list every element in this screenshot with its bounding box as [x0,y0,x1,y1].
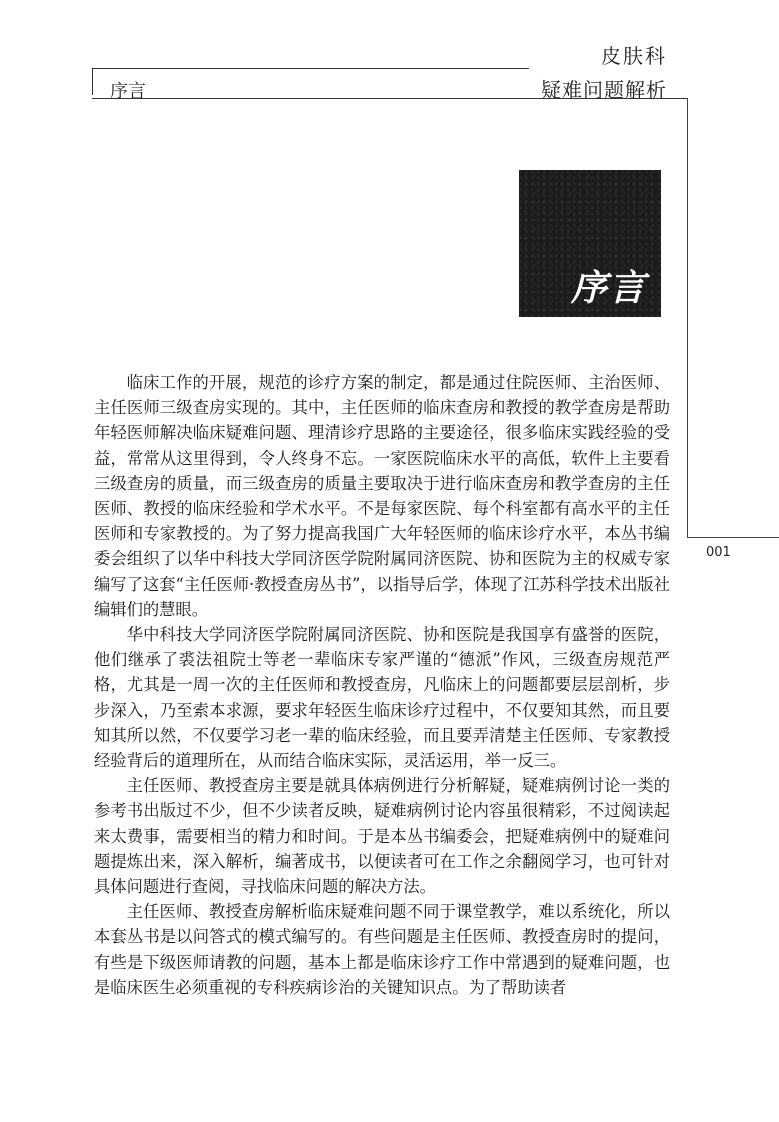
header-frame [92,68,529,95]
paragraph-3: 主任医师、教授查房主要是就具体病例进行分析解疑，疑难病例讨论一类的参考书出版过不少，但不少读者反映，疑难病例讨论内容虽很精彩，不过阅读起来太费事，需要相当的精力和时间。于是本丛书编委会，把疑难病例中的疑难问题提炼出来，深入解析，编著成书，以便读者可在工作之余翻阅学习，也可针对具体问题进行查阅，寻找临床问题的解决方法。 [94,776,670,897]
book-subtitle: 疑难问题解析 [541,78,667,102]
paragraph-2: 华中科技大学同济医学院附属同济医院、协和医院是我国享有盛誉的医院，他们继承了裘法祖院士等老一辈临床专家严谨的“德派”作风，三级查房规范严格，尤其是一周一次的主任医师和教授查房，凡临床上的问题都要层层剖析，步步深入，乃至索本求源，要求年轻医生临床诊疗过程中，不仅要知其然，而且要知其所以然，不仅要学习老一辈的临床经验，而且要弄清楚主任医师、专家教授经验背后的道理所在，从而结合临床实际，灵活运用，举一反三。 [94,625,670,771]
margin-rule [687,98,688,538]
chapter-title-block [519,170,661,317]
body-text [94,370,670,1000]
page-number-rule [687,537,779,538]
header-rule [92,98,688,99]
paragraph-4: 主任医师、教授查房解析临床疑难问题不同于课堂教学，难以系统化，所以本套丛书是以问答式的模式编写的。有些问题是主任医师、教授查房时的提问，有些是下级医师请教的问题，基本上都是临床诊疗工作中常遇到的疑难问题，也是临床医生必须重视的专科疾病诊治的关键知识点。为了帮助读者 [94,902,670,997]
paragraph-1: 临床工作的开展，规范的诊疗方案的制定，都是通过住院医师、主治医师、主任医师三级查房实现的。其中，主任医师的临床查房和教授的教学查房是帮助年轻医师解决临床疑难问题、理清诊疗思路的主要途径，很多临床实践经验的受益，常常从这里得到，令人终身不忘。一家医院临床水平的高低，软件上主要看三级查房的质量，而三级查房的质量主要取决于进行临床查房和教学查房的主任医师、教授的临床经验和学术水平。不是每家医院、每个科室都有高水平的主任医师和专家教授的。为了努力提高我国广大年轻医师的临床诊疗水平，本丛书编委会组织了以华中科技大学同济医学院附属同济医院、协和医院为主的权威专家编写了这套“主任医师·教授查房丛书”，以指导后学，体现了江苏科学技术出版社编辑们的慧眼。 [94,373,670,619]
chapter-title: 序言 [570,268,647,309]
book-name: 皮肤科 [601,44,667,68]
section-label: 序言 [110,81,146,102]
page-number: 001 [706,545,731,560]
